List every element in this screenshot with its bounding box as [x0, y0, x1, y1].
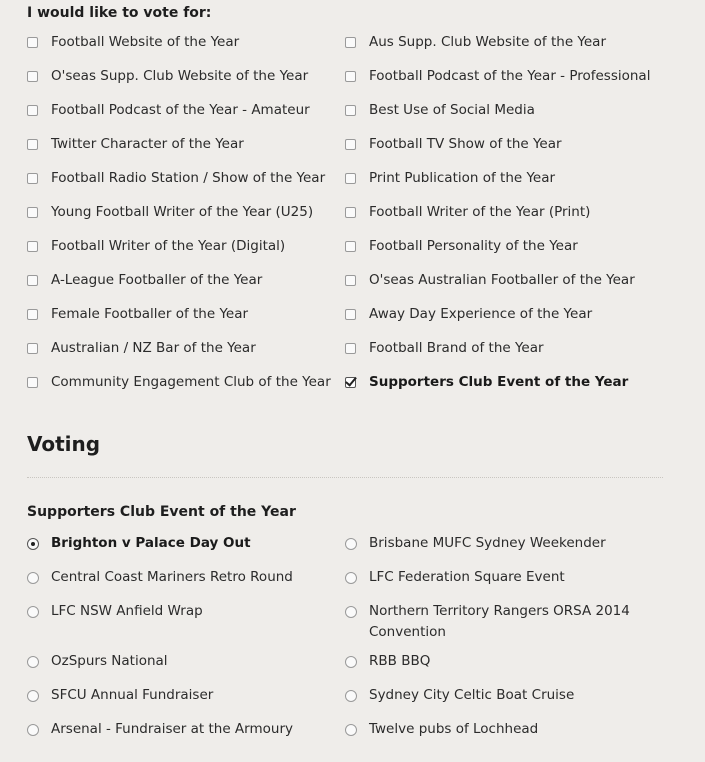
- category-label: Away Day Experience of the Year: [369, 306, 593, 322]
- vote-option[interactable]: [27, 567, 293, 588]
- vote-radio[interactable]: [27, 724, 39, 736]
- category-checkbox[interactable]: [345, 105, 356, 116]
- category-checkbox[interactable]: [27, 139, 38, 150]
- category-option[interactable]: [27, 195, 313, 229]
- vote-option-label: LFC Federation Square Event: [369, 569, 565, 585]
- category-checkbox[interactable]: [27, 37, 38, 48]
- category-option[interactable]: [345, 93, 535, 127]
- category-option[interactable]: [345, 263, 635, 297]
- category-label: O'seas Supp. Club Website of the Year: [51, 68, 309, 84]
- vote-option[interactable]: [345, 567, 649, 588]
- vote-option-selected[interactable]: [27, 533, 251, 554]
- category-checkbox[interactable]: [27, 71, 38, 82]
- vote-radio[interactable]: [345, 724, 357, 736]
- vote-option-label: Central Coast Mariners Retro Round: [51, 569, 293, 585]
- vote-option[interactable]: [345, 601, 649, 643]
- category-checkbox[interactable]: [345, 207, 356, 218]
- vote-radio[interactable]: [345, 572, 357, 584]
- vote-option[interactable]: [345, 719, 649, 740]
- category-label: A-League Footballer of the Year: [51, 272, 263, 288]
- vote-option-label: Northern Territory Rangers ORSA 2014 Convention: [369, 603, 630, 640]
- category-option[interactable]: [345, 297, 592, 331]
- category-checkbox[interactable]: [27, 207, 38, 218]
- category-option-checked[interactable]: [345, 365, 628, 399]
- category-label: Supporters Club Event of the Year: [369, 374, 629, 390]
- category-label: Football Podcast of the Year - Professional: [369, 68, 651, 84]
- category-label: Best Use of Social Media: [369, 102, 535, 118]
- voting-section-title: Voting: [27, 432, 101, 456]
- vote-radio-selected[interactable]: [27, 538, 39, 550]
- category-label: Football Website of the Year: [51, 34, 240, 50]
- category-checkbox[interactable]: [27, 377, 38, 388]
- vote-option-label: OzSpurs National: [51, 653, 168, 669]
- category-checkbox[interactable]: [345, 37, 356, 48]
- category-label: Young Football Writer of the Year (U25): [51, 204, 314, 220]
- category-label: Female Footballer of the Year: [51, 306, 249, 322]
- category-checkbox[interactable]: [345, 275, 356, 286]
- vote-option[interactable]: [345, 533, 649, 554]
- category-option[interactable]: [27, 263, 262, 297]
- category-option[interactable]: [27, 365, 331, 399]
- category-checkbox[interactable]: [27, 309, 38, 320]
- category-checkbox-checked[interactable]: [345, 377, 356, 388]
- category-checkbox[interactable]: [345, 71, 356, 82]
- category-label: Football Writer of the Year (Digital): [51, 238, 286, 254]
- category-checkbox[interactable]: [345, 343, 356, 354]
- category-checkbox[interactable]: [27, 241, 38, 252]
- category-label: Football Writer of the Year (Print): [369, 204, 591, 220]
- vote-option-label: LFC NSW Anfield Wrap: [51, 603, 203, 619]
- vote-option-label: Arsenal - Fundraiser at the Armoury: [51, 721, 293, 737]
- category-label: Print Publication of the Year: [369, 170, 556, 186]
- category-checkbox[interactable]: [27, 105, 38, 116]
- category-option[interactable]: [27, 161, 325, 195]
- category-option[interactable]: [27, 331, 256, 365]
- vote-radio[interactable]: [345, 606, 357, 618]
- vote-option-label: RBB BBQ: [369, 653, 431, 669]
- vote-radio[interactable]: [345, 538, 357, 550]
- vote-radio[interactable]: [345, 690, 357, 702]
- category-label: Australian / NZ Bar of the Year: [51, 340, 256, 356]
- category-option[interactable]: [27, 127, 244, 161]
- vote-option[interactable]: [27, 719, 293, 740]
- vote-option-label: Brighton v Palace Day Out: [51, 535, 251, 551]
- category-checkbox[interactable]: [27, 275, 38, 286]
- category-checkbox[interactable]: [27, 173, 38, 184]
- category-option[interactable]: [27, 229, 285, 263]
- category-option[interactable]: [27, 93, 310, 127]
- category-label: Football Radio Station / Show of the Year: [51, 170, 326, 186]
- category-checkbox[interactable]: [27, 343, 38, 354]
- vote-radio[interactable]: [345, 656, 357, 668]
- vote-radio[interactable]: [27, 690, 39, 702]
- vote-option-label: SFCU Annual Fundraiser: [51, 687, 214, 703]
- category-option[interactable]: [27, 59, 308, 93]
- category-label: Football Personality of the Year: [369, 238, 578, 254]
- vote-option[interactable]: [27, 601, 203, 622]
- voting-group-title: Supporters Club Event of the Year: [27, 504, 296, 520]
- vote-option[interactable]: [345, 651, 649, 672]
- vote-option-label: Twelve pubs of Lochhead: [369, 721, 539, 737]
- category-option[interactable]: [27, 25, 239, 59]
- vote-radio[interactable]: [27, 572, 39, 584]
- category-label: Football Brand of the Year: [369, 340, 544, 356]
- category-checkbox[interactable]: [345, 309, 356, 320]
- category-label: Community Engagement Club of the Year: [51, 374, 331, 390]
- category-checkbox[interactable]: [345, 139, 356, 150]
- category-option[interactable]: [345, 195, 590, 229]
- category-option[interactable]: [345, 331, 544, 365]
- category-label: Football Podcast of the Year - Amateur: [51, 102, 310, 118]
- category-label: Aus Supp. Club Website of the Year: [369, 34, 606, 50]
- category-option[interactable]: [345, 127, 562, 161]
- section-divider: [27, 477, 663, 478]
- vote-radio[interactable]: [27, 656, 39, 668]
- category-option[interactable]: [345, 59, 650, 93]
- vote-option-label: Sydney City Celtic Boat Cruise: [369, 687, 575, 703]
- vote-option[interactable]: [27, 651, 168, 672]
- category-checkbox[interactable]: [345, 241, 356, 252]
- category-option[interactable]: [27, 297, 248, 331]
- vote-option[interactable]: [27, 685, 213, 706]
- category-label: O'seas Australian Footballer of the Year: [369, 272, 635, 288]
- vote-prompt-label: I would like to vote for:: [27, 5, 212, 21]
- category-label: Football TV Show of the Year: [369, 136, 562, 152]
- category-option[interactable]: [345, 25, 606, 59]
- vote-option-label: Brisbane MUFC Sydney Weekender: [369, 535, 606, 551]
- vote-option[interactable]: [345, 685, 649, 706]
- category-option[interactable]: [345, 161, 555, 195]
- category-label: Twitter Character of the Year: [51, 136, 244, 152]
- category-option[interactable]: [345, 229, 578, 263]
- category-checkbox[interactable]: [345, 173, 356, 184]
- vote-radio[interactable]: [27, 606, 39, 618]
